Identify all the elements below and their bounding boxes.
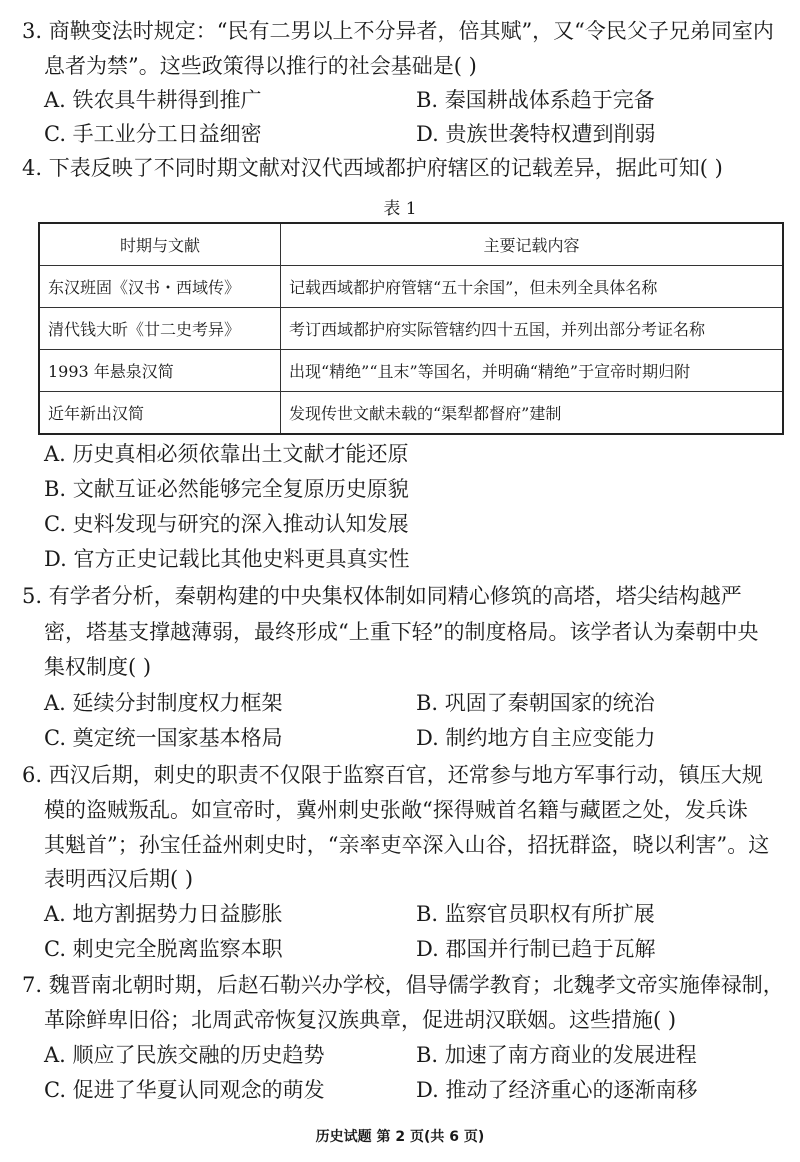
table-header-row <box>39 223 783 266</box>
q6-option-d: D. 郡国并行制已趋于瓦解 <box>416 937 656 961</box>
table-cell-source: 1993 年悬泉汉简 <box>39 350 281 392</box>
q5-option-c: C. 奠定统一国家基本格局 <box>44 726 283 750</box>
q3-option-c: C. 手工业分工日益细密 <box>44 122 262 146</box>
q5-stem-line1: 5. 有学者分析，秦朝构建的中央集权体制如同精心修筑的高塔，塔尖结构越严 <box>22 584 742 608</box>
q5-stem-line2: 密，塔基支撑越薄弱，最终形成“上重下轻”的制度格局。该学者认为秦朝中央 <box>44 620 759 644</box>
q5-option-d: D. 制约地方自主应变能力 <box>416 726 656 750</box>
table-header-content: 主要记载内容 <box>281 223 784 266</box>
q5-option-b: B. 巩固了秦朝国家的统治 <box>416 691 655 715</box>
q7-stem-line2: 革除鲜卑旧俗；北周武帝恢复汉族典章，促进胡汉联姻。这些措施( ) <box>44 1008 677 1032</box>
literature-table <box>38 222 784 435</box>
q7-option-b: B. 加速了南方商业的发展进程 <box>416 1043 697 1067</box>
page-footer: 历史试题 第 2 页(共 6 页) <box>315 1129 485 1145</box>
q6-option-c: C. 刺史完全脱离监察本职 <box>44 937 283 961</box>
q3-option-a: A. 铁农具牛耕得到推广 <box>44 88 262 112</box>
q4-option-b: B. 文献互证必然能够完全复原历史原貌 <box>44 477 409 501</box>
table-cell-content: 出现“精绝”“且末”等国名，并明确“精绝”于宣帝时期归附 <box>281 350 784 392</box>
table-caption: 表 1 <box>383 199 417 219</box>
q7-option-d: D. 推动了经济重心的逐渐南移 <box>416 1078 698 1102</box>
q3-stem-line2: 息者为禁”。这些政策得以推行的社会基础是( ) <box>44 54 477 78</box>
table-row <box>39 392 783 435</box>
q6-stem-line1: 6. 西汉后期，刺史的职责不仅限于监察百官，还常参与地方军事行动，镇压大规 <box>22 763 763 787</box>
table-cell-content: 发现传世文献未载的“渠犁都督府”建制 <box>281 392 784 435</box>
q6-option-a: A. 地方割据势力日益膨胀 <box>44 902 283 926</box>
q6-stem-line4: 表明西汉后期( ) <box>44 867 194 891</box>
q4-option-a: A. 历史真相必须依靠出土文献才能还原 <box>44 442 409 466</box>
table-row <box>39 350 783 392</box>
q7-option-c: C. 促进了华夏认同观念的萌发 <box>44 1078 325 1102</box>
q3-stem-line1: 3. 商鞅变法时规定：“民有二男以上不分异者，倍其赋”，又“令民父子兄弟同室内 <box>22 19 774 43</box>
table-row <box>39 266 783 308</box>
q5-option-a: A. 延续分封制度权力框架 <box>44 691 283 715</box>
q6-option-b: B. 监察官员职权有所扩展 <box>416 902 655 926</box>
table-cell-source: 清代钱大昕《廿二史考异》 <box>39 308 281 350</box>
q7-stem-line1: 7. 魏晋南北朝时期，后赵石勒兴办学校，倡导儒学教育；北魏孝文帝实施俸禄制， <box>22 973 784 997</box>
table-cell-source: 东汉班固《汉书・西域传》 <box>39 266 281 308</box>
table-cell-content: 考订西域都护府实际管辖约四十五国，并列出部分考证名称 <box>281 308 784 350</box>
q6-stem-line2: 模的盗贼叛乱。如宣帝时，冀州刺史张敞“探得贼首名籍与藏匿之处，发兵诛 <box>44 798 748 822</box>
table-cell-source: 近年新出汉简 <box>39 392 281 435</box>
table-header-period: 时期与文献 <box>39 223 281 266</box>
table-cell-content: 记载西域都护府管辖“五十余国”，但未列全具体名称 <box>281 266 784 308</box>
table-row <box>39 308 783 350</box>
q4-option-d: D. 官方正史记载比其他史料更具真实性 <box>44 547 410 571</box>
q3-option-d: D. 贵族世袭特权遭到削弱 <box>416 122 656 146</box>
q5-stem-line3: 集权制度( ) <box>44 655 152 679</box>
q4-stem-line1: 4. 下表反映了不同时期文献对汉代西域都护府辖区的记载差异，据此可知( ) <box>22 156 723 180</box>
q3-option-b: B. 秦国耕战体系趋于完备 <box>416 88 655 112</box>
q4-option-c: C. 史料发现与研究的深入推动认知发展 <box>44 512 409 536</box>
q6-stem-line3: 其魁首”；孙宝任益州刺史时，“亲率吏卒深入山谷，招抚群盗，晓以利害”。这 <box>44 833 770 857</box>
q7-option-a: A. 顺应了民族交融的历史趋势 <box>44 1043 325 1067</box>
